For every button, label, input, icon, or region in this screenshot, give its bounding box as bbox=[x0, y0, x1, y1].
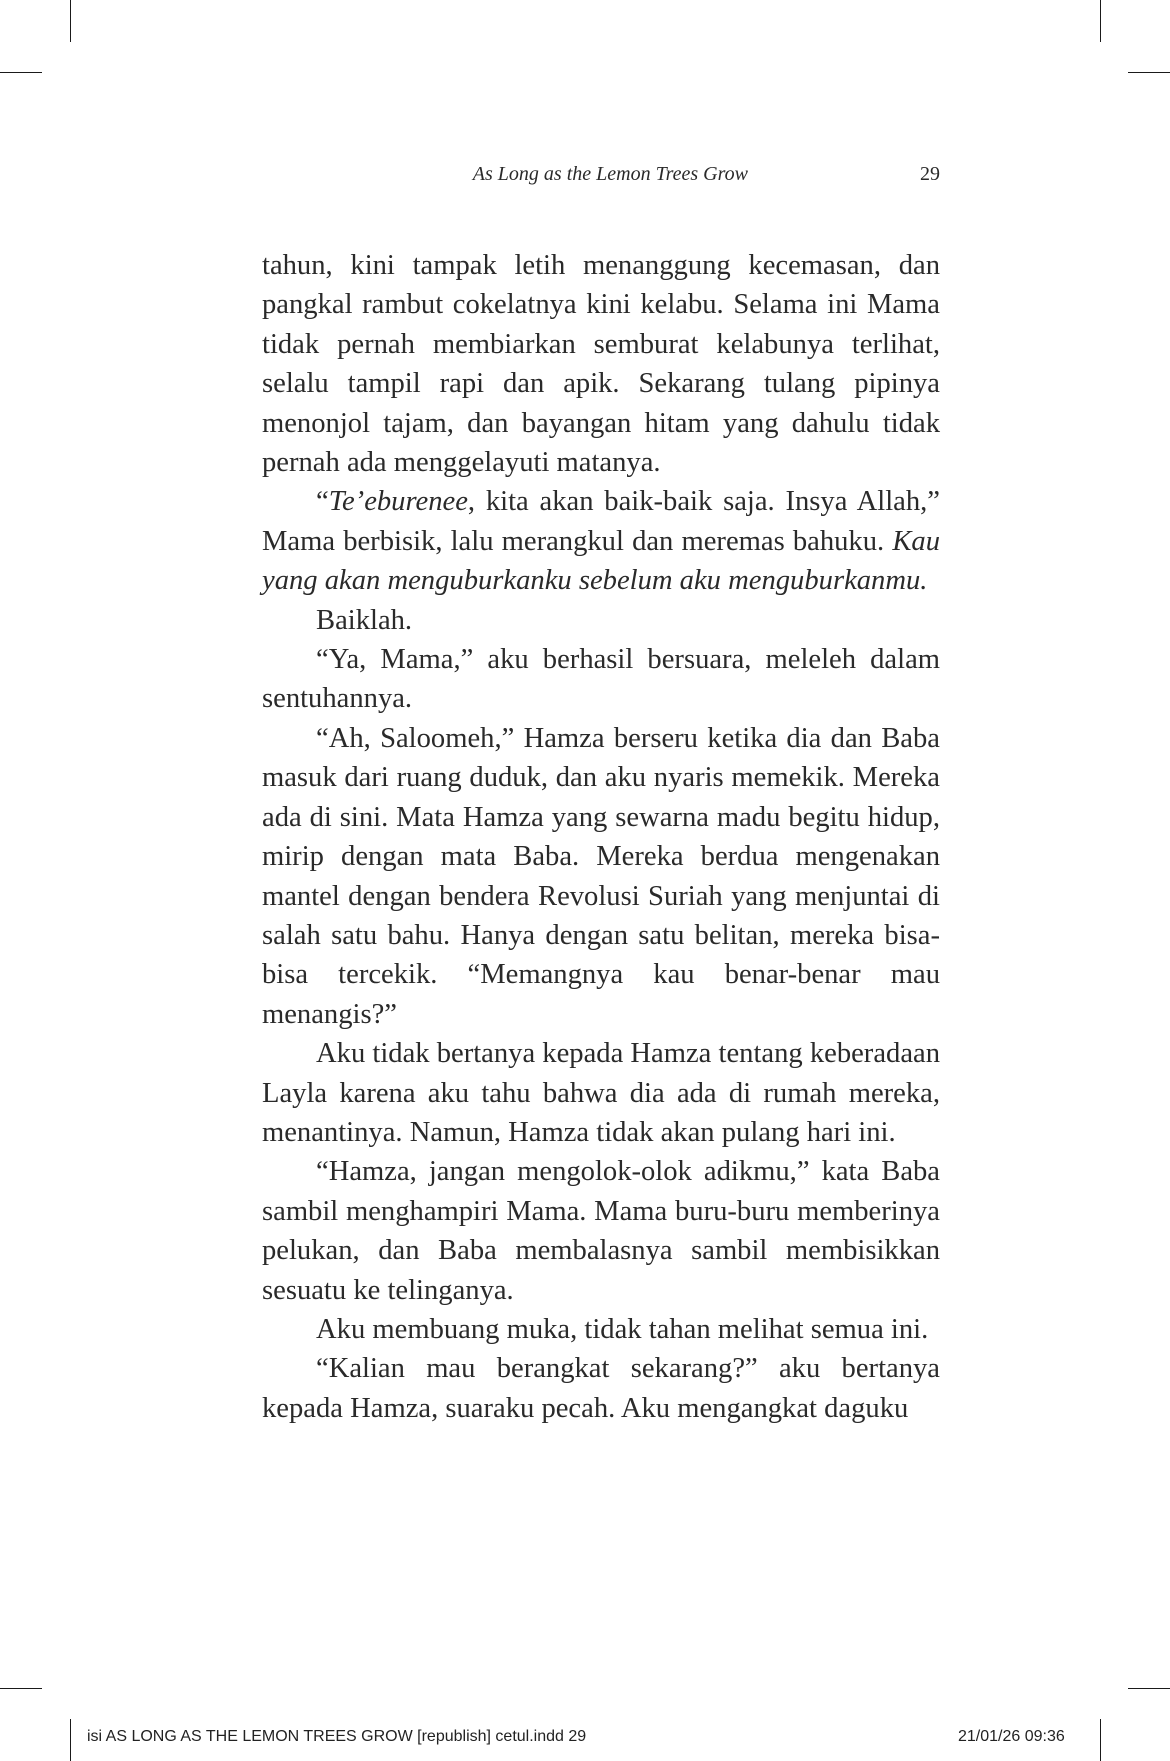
text-run: , kita akan baik-baik saja. Insya Allah,” Mama berbisik, lalu merangkul dan meremas bahuku. bbox=[262, 486, 940, 557]
paragraph bbox=[262, 1152, 940, 1310]
text-run: “Hamza, jangan mengolok-olok adikmu,” kata Baba sambil menghampiri Mama. Mama buru-buru memberinya pelukan, dan Baba membalasnya sambil membisikkan sesuatu ke telinganya. bbox=[262, 1156, 940, 1306]
paragraph bbox=[262, 1310, 940, 1349]
crop-mark-bottom-right bbox=[1100, 1719, 1101, 1761]
crop-mark-bottom-left bbox=[70, 1719, 71, 1761]
text-run: “Kalian mau berangkat sekarang?” aku bertanya kepada Hamza, suaraku pecah. Aku mengangkat daguku bbox=[262, 1353, 940, 1424]
text-run: Aku membuang muka, tidak tahan melihat semua ini. bbox=[316, 1313, 929, 1345]
text-run: “Ya, Mama,” aku berhasil bersuara, meleleh dalam sentuhannya. bbox=[262, 644, 940, 715]
slug-file-info: isi AS LONG AS THE LEMON TREES GROW [republish] cetul.indd 29 bbox=[87, 1728, 587, 1745]
crop-mark-bottom-right-h bbox=[1128, 1688, 1170, 1689]
crop-mark-top-right bbox=[1100, 0, 1101, 42]
paragraph bbox=[262, 719, 940, 1034]
paragraph bbox=[262, 1349, 940, 1428]
paragraph bbox=[262, 640, 940, 719]
body-text bbox=[262, 246, 940, 1428]
text-run: tahun, kini tampak letih menanggung kecemasan, dan pangkal rambut cokelatnya kini kelabu. Selama ini Mama tidak pernah membiarkan semburat kelabunya terlihat, selalu tampil rapi dan apik. Sekarang tulang pipinya menonjol tajam, dan bayangan hitam yang dahulu tidak pernah ada menggelayuti matanya. bbox=[262, 250, 940, 479]
crop-mark-bottom-left-h bbox=[0, 1688, 42, 1689]
slug-timestamp: 21/01/26 09:36 bbox=[958, 1728, 1065, 1745]
crop-mark-top-left-h bbox=[0, 72, 42, 73]
italic-text: Te’eburenee bbox=[328, 486, 468, 518]
running-head-title: As Long as the Lemon Trees Grow bbox=[472, 163, 748, 185]
italic-text: Kau yang akan menguburkanku sebelum aku menguburkanmu. bbox=[262, 525, 940, 597]
crop-mark-top-left bbox=[70, 0, 71, 42]
paragraph bbox=[262, 1034, 940, 1152]
paragraph bbox=[262, 246, 940, 482]
paragraph bbox=[262, 482, 940, 600]
text-run: Aku tidak bertanya kepada Hamza tentang keberadaan Layla karena aku tahu bahwa dia ada di rumah mereka, menantinya. Namun, Hamza tidak akan pulang hari ini. bbox=[262, 1038, 940, 1148]
crop-mark-top-right-h bbox=[1128, 72, 1170, 73]
text-run: “Ah, Saloomeh,” Hamza berseru ketika dia dan Baba masuk dari ruang duduk, dan aku nyaris memekik. Mereka ada di sini. Mata Hamza yang sewarna madu begitu hidup, mirip dengan mata Baba. Mereka berdua mengenakan mantel dengan bendera Revolusi Suriah yang menjuntai di salah satu bahu. Hanya dengan satu belitan, mereka bisa-bisa tercekik. “Memangnya kau benar-benar mau menangis?” bbox=[262, 722, 940, 1030]
running-head bbox=[262, 163, 940, 193]
paragraph bbox=[262, 601, 940, 640]
text-run: Baiklah. bbox=[316, 604, 413, 636]
page-number: 29 bbox=[920, 163, 940, 185]
text-run: “ bbox=[316, 486, 329, 518]
